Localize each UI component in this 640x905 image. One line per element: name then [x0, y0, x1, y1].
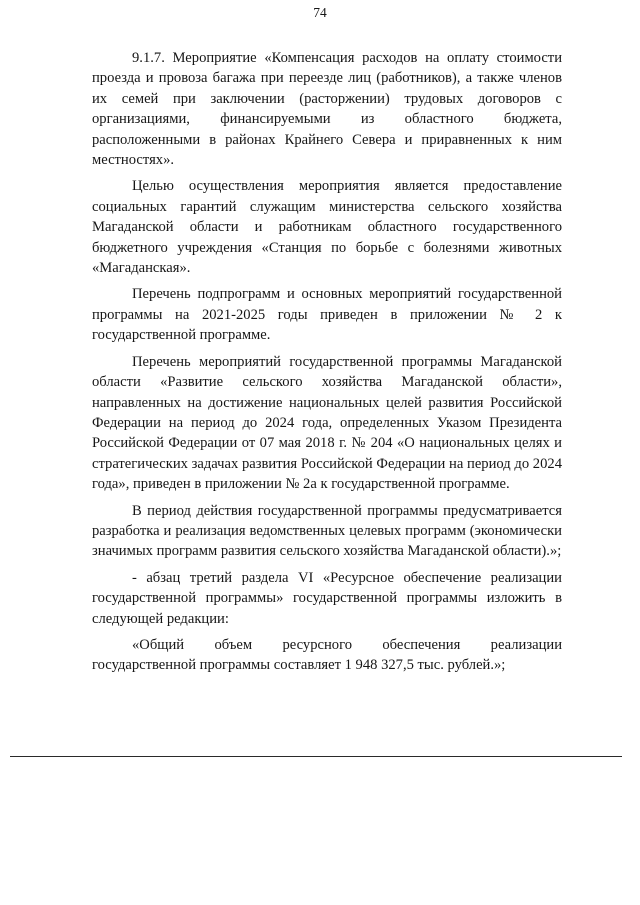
page-number: 74: [313, 5, 327, 20]
paragraph-subprograms-list: Перечень подпрограмм и основных мероприятий государственной программы на 2021-2025 годы приведен в приложении № 2 к государственной программе.: [92, 286, 562, 344]
paragraph-measure-9-1-7: 9.1.7. Мероприятие «Компенсация расходов на оплату стоимости проезда и провоза багажа при переезде лиц (работников), а также членов их семей при заключении (расторжении) трудовых договоров с организациями, финансируемыми из областного бюджета, расположенными в районах Крайнего Севера и приравненных к ним местностях».: [92, 50, 562, 169]
paragraph-national-goals: Перечень мероприятий государственной программы Магаданской области «Развитие сельского хозяйства Магаданской области», направленных на достижение национальных целей развития Российской Федерации на период до 2024 года, определенных Указом Президента Российской Федерации от 07 мая 2018 г. № 204 «О национальных целях и стратегических задачах развития Российской Федерации на период до 2024 года», приведен в приложении № 2а к государственной программе.: [92, 353, 562, 493]
paragraph-measure-goal: Целью осуществления мероприятия является предоставление социальных гарантий служащим министерства сельского хозяйства Магаданской области и работникам областного государственного бюджетного учреждения «Станция по борьбе с болезнями животных «Магаданская».: [92, 178, 562, 277]
paragraph-section-vi-amendment: - абзац третий раздела VI «Ресурсное обеспечение реализации государственной программы» государственной программы изложить в следующей редакции:: [92, 569, 562, 627]
paragraph-departmental-programs: В период действия государственной программы предусматривается разработка и реализация ведомственных целевых программ (экономически значимых программ развития сельского хозяйства Магаданской области).»;: [92, 502, 562, 560]
page-divider-line: [10, 756, 622, 757]
paragraph-total-funding: «Общий объем ресурсного обеспечения реализации государственной программы составляет 1 948 327,5 тыс. рублей.»;: [92, 636, 562, 674]
document-body: [92, 48, 562, 682]
